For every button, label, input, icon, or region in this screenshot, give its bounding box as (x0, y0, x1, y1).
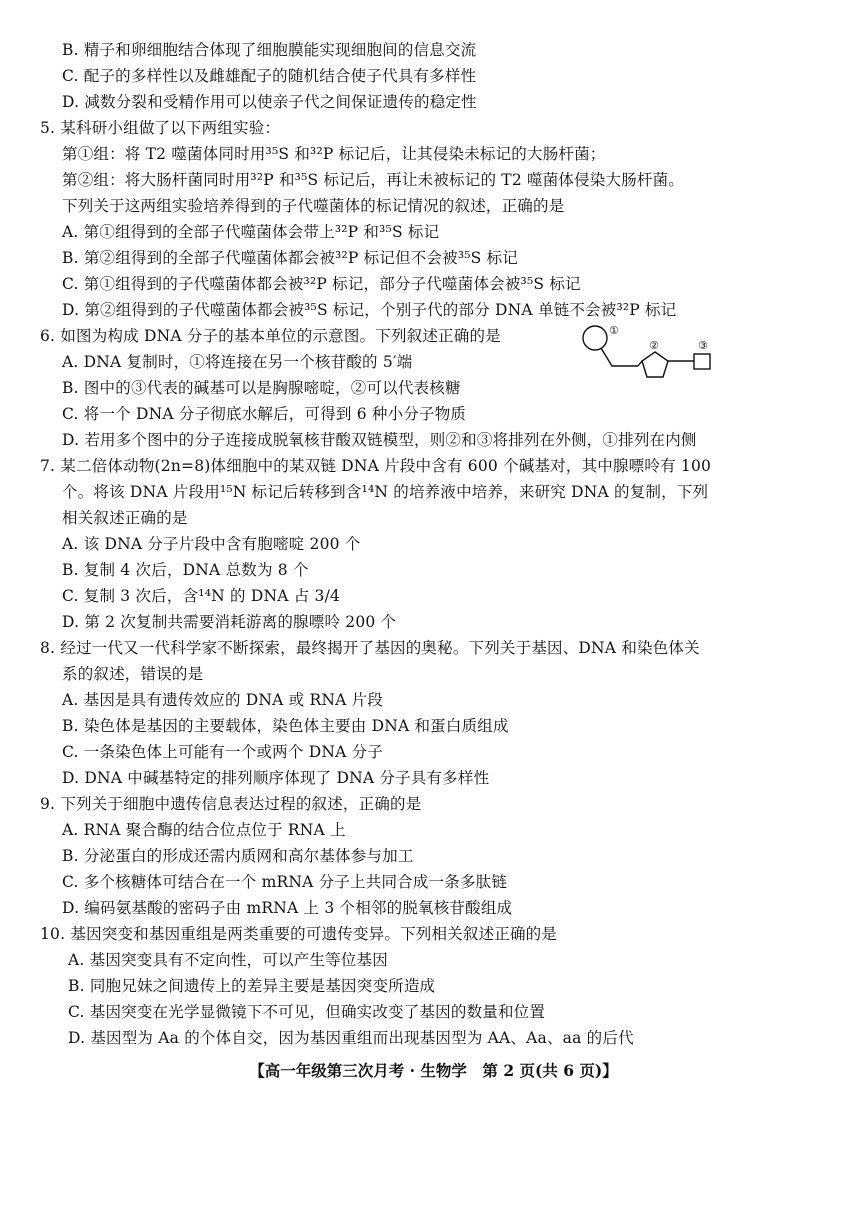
q5-option-b: B. 第②组得到的全部子代噬菌体都会被³²P 标记但不会被³⁵S 标记 (62, 249, 519, 267)
q7-option-c: C. 复制 3 次后，含¹⁴N 的 DNA 占 3/4 (62, 587, 341, 605)
q10-option-c: C. 基因突变在光学显微镜下不可见，但确实改变了基因的数量和位置 (68, 1003, 546, 1021)
label-1: ① (609, 324, 619, 337)
q10-stem: 10. 基因突变和基因重组是两类重要的可遗传变异。下列相关叙述正确的是 (40, 925, 558, 943)
q9-option-a: A. RNA 聚合酶的结合位点位于 RNA 上 (62, 821, 346, 839)
phosphate-bond-line (601, 348, 638, 366)
q8-option-d: D. DNA 中碱基特定的排列顺序体现了 DNA 分子具有多样性 (62, 769, 490, 787)
q10-option-a: A. 基因突变具有不定向性，可以产生等位基因 (68, 951, 388, 969)
q7-stem-3: 相关叙述正确的是 (62, 509, 188, 527)
pentose-pentagon (642, 352, 668, 377)
q9-option-d: D. 编码氨基酸的密码子由 mRNA 上 3 个相邻的脱氧核苷酸组成 (62, 899, 513, 917)
q9-option-c: C. 多个核糖体可结合在一个 mRNA 分子上共同合成一条多肽链 (62, 873, 508, 891)
q10-option-d: D. 基因型为 Aa 的个体自交，因为基因重组而出现基因型为 AA、Aa、aa 的后代 (68, 1029, 634, 1047)
label-2: ② (649, 339, 659, 352)
q8-stem-1: 8. 经过一代又一代科学家不断探索，最终揭开了基因的奥秘。下列关于基因、DNA 和染色体关 (40, 639, 700, 657)
q6-option-a: A. DNA 复制时，①将连接在另一个核苷酸的 5′端 (62, 353, 413, 371)
q6-stem: 6. 如图为构成 DNA 分子的基本单位的示意图。下列叙述正确的是 (40, 327, 501, 345)
page-footer: 【高一年级第三次月考 · 生物学 第 2 页(共 6 页)】 (249, 1061, 618, 1080)
q9-stem: 9. 下列关于细胞中遗传信息表达过程的叙述，正确的是 (40, 795, 422, 813)
q10-option-b: B. 同胞兄妹之间遗传上的差异主要是基因突变所造成 (68, 977, 436, 995)
q5-option-c: C. 第①组得到的子代噬菌体都会被³²P 标记，部分子代噬菌体会被³⁵S 标记 (62, 275, 581, 293)
q4-option-b: B. 精子和卵细胞结合体现了细胞膜能实现细胞间的信息交流 (62, 41, 477, 59)
q8-option-b: B. 染色体是基因的主要载体，染色体主要由 DNA 和蛋白质组成 (62, 717, 509, 735)
q8-stem-2: 系的叙述，错误的是 (62, 665, 204, 683)
q4-option-d: D. 减数分裂和受精作用可以使亲子代之间保证遗传的稳定性 (62, 93, 477, 111)
q8-option-c: C. 一条染色体上可能有一个或两个 DNA 分子 (62, 743, 383, 761)
q7-option-b: B. 复制 4 次后，DNA 总数为 8 个 (62, 561, 309, 579)
nucleotide-diagram (578, 322, 738, 382)
q5-stem: 5. 某科研小组做了以下两组实验： (40, 119, 281, 137)
q6-option-d: D. 若用多个图中的分子连接成脱氧核苷酸双链模型，则②和③将排列在外侧，①排列在内侧 (62, 431, 697, 449)
phosphate-circle (583, 326, 607, 350)
q7-stem-2: 个。将该 DNA 片段用¹⁵N 标记后转移到含¹⁴N 的培养液中培养，来研究 DNA 的复制，下列 (62, 483, 709, 501)
q7-option-d: D. 第 2 次复制共需要消耗游离的腺嘌呤 200 个 (62, 613, 397, 631)
q7-stem-1: 7. 某二倍体动物(2n=8)体细胞中的某双链 DNA 片段中含有 600 个碱基对，其中腺嘌呤有 100 (40, 457, 712, 475)
q5-option-a: A. 第①组得到的全部子代噬菌体会带上³²P 和³⁵S 标记 (62, 223, 440, 241)
q6-option-b: B. 图中的③代表的碱基可以是胸腺嘧啶，②可以代表核糖 (62, 379, 461, 397)
q6-option-c: C. 将一个 DNA 分子彻底水解后，可得到 6 种小分子物质 (62, 405, 467, 423)
q7-option-a: A. 该 DNA 分子片段中含有胞嘧啶 200 个 (62, 535, 361, 553)
q8-option-a: A. 基因是具有遗传效应的 DNA 或 RNA 片段 (62, 691, 384, 709)
q9-option-b: B. 分泌蛋白的形成还需内质网和高尔基体参与加工 (62, 847, 414, 865)
base-square (694, 354, 710, 369)
label-3: ③ (698, 339, 708, 352)
q5-group-1: 第①组：将 T2 噬菌体同时用³⁵S 和³²P 标记后，让其侵染未标记的大肠杆菌； (62, 145, 606, 163)
q5-question: 下列关于这两组实验培养得到的子代噬菌体的标记情况的叙述，正确的是 (62, 197, 565, 215)
q5-option-d: D. 第②组得到的子代噬菌体都会被³⁵S 标记，个别子代的部分 DNA 单链不会被³²P 标记 (62, 301, 677, 319)
q4-option-c: C. 配子的多样性以及雌雄配子的随机结合使子代具有多样性 (62, 67, 477, 85)
q5-group-2: 第②组：将大肠杆菌同时用³²P 和³⁵S 标记后，再让未被标记的 T2 噬菌体侵染大肠杆菌。 (62, 171, 685, 189)
sugar-link-line (638, 361, 642, 366)
